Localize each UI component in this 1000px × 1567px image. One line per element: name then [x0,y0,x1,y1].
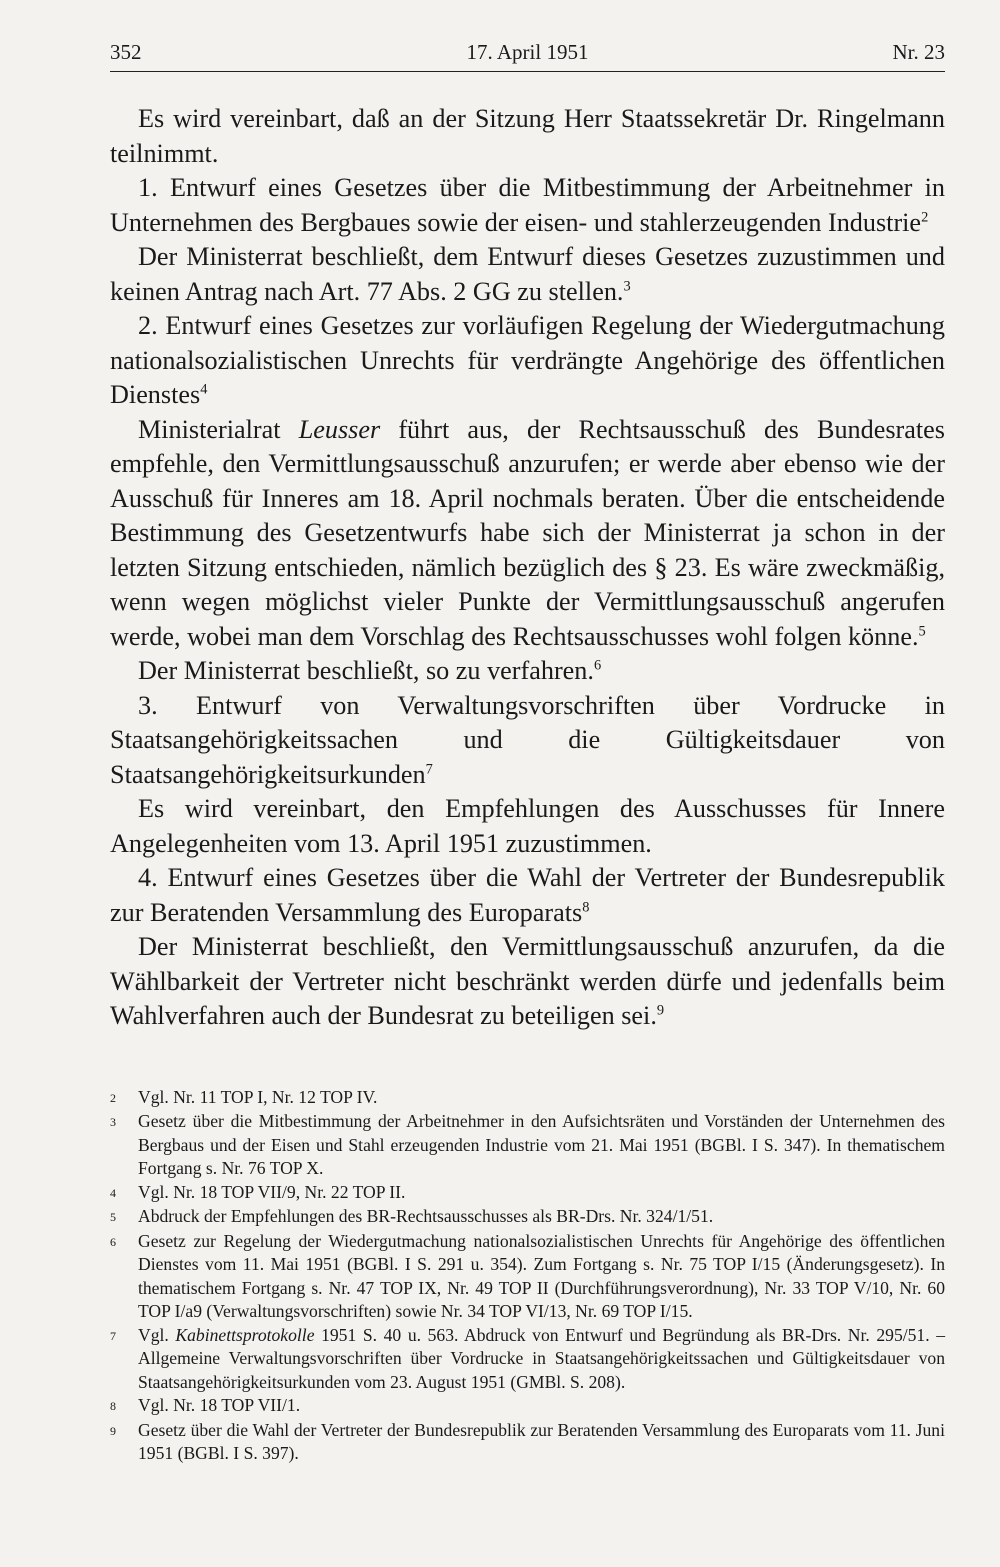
body-text [110,102,945,1034]
footnote-number: 5 [110,1210,116,1224]
item-2-title: 2. Entwurf eines Gesetzes zur vorläufigen Regelung der Wiedergutmachung nationalsozialistischen Unrechts für verdrängte Angehörige des öffentlichen Dienstes$^4$ [110,311,945,409]
footnote-number: 8 [110,1399,116,1413]
item-4-title: 4. Entwurf eines Gesetzes über die Wahl der Vertreter der Bundesrepublik zur Beratenden Versammlung des Europarats$^8$ [110,863,945,927]
footnote-text: Gesetz über die Wahl der Vertreter der Bundesrepublik zur Beratenden Versammlung des Europarats vom 11. Juni 1951 (BGBl. I S. 397). [138,1419,945,1463]
footnote-ref[interactable]: 9 [656,1002,665,1019]
document-page [110,40,945,1466]
item-3-decision: Es wird vereinbart, den Empfehlungen des Ausschusses für Innere Angelegenheiten vom 13. April 1951 zuzustimmen. [110,794,945,858]
item-1-decision: Der Ministerrat beschließt, dem Entwurf dieses Gesetzes zuzustimmen und keinen Antrag nach Art. 77 Abs. 2 GG zu stellen.$^3$ [110,242,945,306]
publication-title: Kabinettsprotokolle [175,1324,315,1345]
footnote-number: 6 [110,1234,116,1249]
footnote [110,1086,945,1111]
footnote [110,1181,945,1206]
footnote-text: Vgl. Kabinettsprotokolle 1951 S. 40 u. 563. Abdruck von Entwurf und Begründung als BR-Drs. Nr. 295/51. – Allgemeine Verwaltungsvorschriften über Vordrucke in Staatsangehörigkeitssachen und Gültigkeitsdauer von Staatsangehörigkeitsurkunden vom 23. August 1951 (GMBl. S. 208). [138,1324,946,1392]
footnote-text: Gesetz zur Regelung der Wiedergutmachung nationalsozialistischen Unrechts für Angehörige des öffentlichen Dienstes vom 11. Mai 1951 (BGBl. I S. 291 u. 354). Zum Fortgang s. Nr. 75 TOP I/15 (Änderungsgesetz). In thematischem Fortgang s. Nr. 47 TOP IX, Nr. 49 TOP II (Durchführungsverordnung), Nr. 33 TOP V/10, Nr. 60 TOP I/a9 (Verwaltungsvorschriften) sowie Nr. 34 TOP VI/13, Nr. 69 TOP I/15. [138,1230,945,1321]
item-2-decision: Der Ministerrat beschließt, so zu verfahren.$^6$ [138,656,602,685]
item-2-text: Ministerialrat Leusser führt aus, der Rechtsausschuß des Bundesrates empfehle, den Vermittlungsausschuß anzurufen; er werde aber ebenso wie der Ausschuß für Inneres am 18. April nochmals beraten. Über die entscheidende Bestimmung des Gesetzentwurfs habe sich der Ministerrat ja schon in der letzten Sitzung entschieden, nämlich bezüglich des § 23. Es wäre zweckmäßig, wenn wegen möglichst vieler Punkte der Vermittlungsausschuß angerufen werde, wobei man dem Vorschlag des Rechtsausschusses wohl folgen könne.$^5$ [110,414,945,651]
footnote [110,1110,945,1181]
person-name: Leusser [298,414,381,444]
footnote-ref[interactable]: 2 [921,208,929,225]
header-issue: Nr. 23 [892,40,945,64]
footnote-text: Vgl. Nr. 18 TOP VII/1. [138,1395,301,1415]
footnote-ref[interactable]: 7 [425,760,433,777]
footnote-text: Vgl. Nr. 18 TOP VII/9, Nr. 22 TOP II. [138,1181,406,1202]
footnote-number: 2 [110,1090,116,1105]
footnote [110,1230,945,1324]
footnote [110,1205,945,1230]
page-number: 352 [110,40,142,64]
footnote-number: 3 [110,1115,116,1129]
footnote-ref[interactable]: 3 [623,277,631,294]
item-4-decision: Der Ministerrat beschließt, den Vermittlungsausschuß anzurufen, da die Wählbarkeit der Vertreter nicht beschränkt werden dürfe und jedenfalls beim Wahlverfahren auch der Bundesrat zu beteiligen sei.$^9$ [110,932,945,1030]
footnote-text: Gesetz über die Mitbestimmung der Arbeitnehmer in den Aufsichtsräten und Vorständen der Unternehmen des Bergbaus und der Eisen und Stahl erzeugenden Industrie vom 21. Mai 1951 (BGBl. I S. 347). In thematischem Fortgang s. Nr. 76 TOP X. [138,1111,945,1178]
footnote-ref[interactable]: 8 [582,898,590,915]
footnote-number: 4 [110,1185,116,1200]
footnote-text: Abdruck der Empfehlungen des BR-Rechtsausschusses als BR-Drs. Nr. 324/1/51. [138,1206,714,1226]
footnote-ref[interactable]: 4 [200,381,208,398]
footnote-text: Vgl. Nr. 11 TOP I, Nr. 12 TOP IV. [138,1086,378,1107]
header-date: 17. April 1951 [466,40,589,64]
item-1-title: 1. Entwurf eines Gesetzes über die Mitbestimmung der Arbeitnehmer in Unternehmen des Bergbaues sowie der eisen- und stahlerzeugenden Industrie$^2$ [110,173,945,237]
footnote-number: 9 [110,1423,116,1438]
footnote [110,1419,945,1466]
intro-paragraph: Es wird vereinbart, daß an der Sitzung Herr Staatssekretär Dr. Ringelmann teilnimmt. [110,104,945,168]
footnote [110,1324,945,1395]
item-3-title: 3. Entwurf von Verwaltungsvorschriften über Vordrucke in Staatsangehörigkeitssachen und die Gültigkeitsdauer von Staatsangehörigkeitsurkunden$^7$ [110,690,945,789]
footnote-ref[interactable]: 6 [593,657,602,674]
footnotes [110,1086,945,1466]
footnote-number: 7 [110,1328,116,1343]
footnote-ref[interactable]: 5 [918,622,926,639]
footnote [110,1394,945,1419]
running-head [110,40,945,72]
